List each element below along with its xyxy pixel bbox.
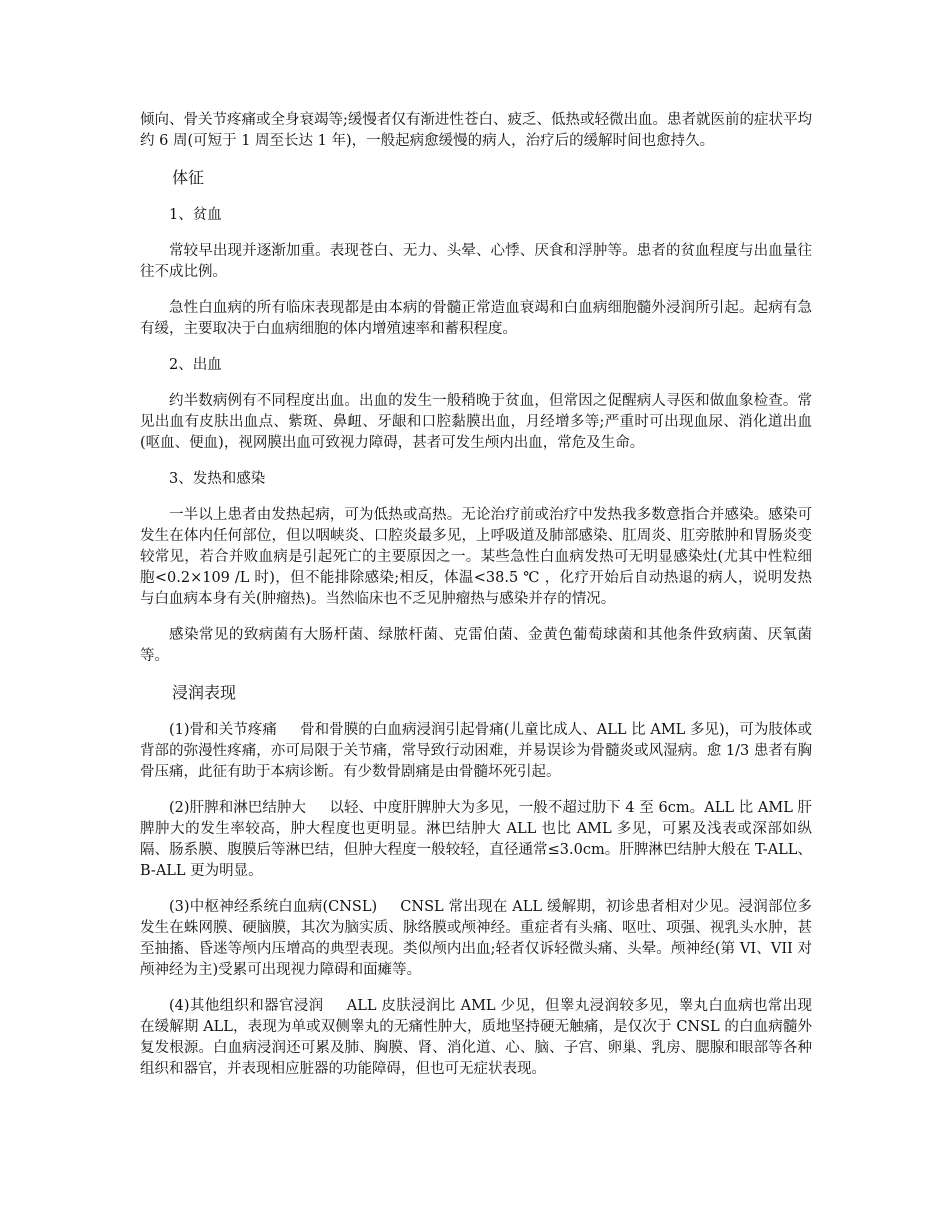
subheading-anemia: 1、贫血 [169, 207, 222, 223]
section-heading-infiltration: 浸润表现 [172, 683, 237, 702]
section-heading-signs: 体征 [172, 168, 205, 187]
infiltration-item-lead: (4)其他组织和器官浸润 [169, 998, 324, 1014]
infiltration-item-lead: (1)骨和关节疼痛 [169, 722, 277, 738]
anemia-paragraph-1: 常较早出现并逐渐加重。表现苍白、无力、头晕、心悸、厌食和浮肿等。患者的贫血程度与出血量往往不成比例。 [140, 243, 812, 280]
intro-paragraph: 倾向、骨关节疼痛或全身衰竭等;缓慢者仅有渐进性苍白、疲乏、低热或轻微出血。患者就医前的症状平均约 6 周(可短于 1 周至长达 1 年)，一般起病愈缓慢的病人，治疗后的缓解时间也愈持久。 [140, 112, 812, 149]
fever-paragraph-2: 感染常见的致病菌有大肠杆菌、绿脓杆菌、克雷伯菌、金黄色葡萄球菌和其他条件致病菌、厌氧菌等。 [140, 627, 812, 664]
bleeding-paragraph: 约半数病例有不同程度出血。出血的发生一般稍晚于贫血，但常因之促醒病人寻医和做血象检查。常见出血有皮肤出血点、紫斑、鼻衄、牙龈和口腔黏膜出血，月经增多等;严重时可出现血尿、消化道出血(呕血、便血)，视网膜出血可致视力障碍，甚者可发生颅内出血，常危及生命。 [140, 393, 812, 451]
infiltration-item-text: CNSL 常出现在 ALL 缓解期，初诊患者相对少见。浸润部位多发生在蛛网膜、硬脑膜，其次为脑实质、脉络膜或颅神经。重症者有头痛、呕吐、项强、视乳头水肿，甚至抽搐、昏迷等颅内压增高的典型表现。类似颅内出血;轻者仅诉轻微头痛、头晕。颅神经(第 VI、VII 对颅神经为主)受累可出现视力障碍和面瘫等。 [140, 899, 812, 978]
subheading-fever-infection: 3、发热和感染 [169, 471, 266, 487]
subheading-bleeding: 2、出血 [169, 357, 222, 373]
infiltration-item-cnsl [140, 897, 812, 981]
anemia-paragraph-2: 急性白血病的所有临床表现都是由本病的骨髓正常造血衰竭和白血病细胞髓外浸润所引起。起病有急有缓，主要取决于白血病细胞的体内增殖速率和蓄积程度。 [140, 300, 812, 337]
infiltration-item-liver-spleen-lymph [140, 798, 812, 882]
fever-paragraph-1: 一半以上患者由发热起病，可为低热或高热。无论治疗前或治疗中发热我多数意指合并感染。感染可发生在体内任何部位，但以咽峡炎、口腔炎最多见，上呼吸道及肺部感染、肛周炎、肛旁脓肿和胃肠炎变较常见，若合并败血病是引起死亡的主要原因之一。某些急性白血病发热可无明显感染灶(尤其中性粒细胞<0.2×109 /L 时)，但不能排除感染;相反，体温<38.5 ℃ ，化疗开始后自动热退的病人，说明发热与白血病本身有关(肿瘤热)。当然临床也不乏见肿瘤热与感染并存的情况。 [140, 507, 812, 607]
infiltration-item-text: 骨和骨膜的白血病浸润引起骨痛(儿童比成人、ALL 比 AML 多见)，可为肢体或背部的弥漫性疼痛，亦可局限于关节痛，常导致行动困难，并易误诊为骨髓炎或风湿病。愈 1/3 患者有胸骨压痛，此征有助于本病诊断。有少数骨剧痛是由骨髓坏死引起。 [140, 722, 812, 780]
infiltration-item-text: ALL 皮肤浸润比 AML 少见，但睾丸浸润较多见，睾丸白血病也常出现在缓解期 ALL，表现为单或双侧睾丸的无痛性肿大，质地坚持硬无触痛，是仅次于 CNSL 的白血病髓外复发根源。白血病浸润还可累及肺、胸膜、肾、消化道、心、脑、子宫、卵巢、乳房、腮腺和眼部等各种组织和器官，并表现相应脏器的功能障碍，但也可无症状表现。 [140, 998, 812, 1077]
infiltration-item-bone-joint [140, 720, 812, 783]
infiltration-item-lead: (3)中枢神经系统白血病(CNSL) [169, 899, 378, 915]
infiltration-item-text: 以轻、中度肝脾肿大为多见，一般不超过肋下 4 至 6cm。ALL 比 AML 肝脾肿大的发生率较高，肿大程度也更明显。淋巴结肿大 ALL 也比 AML 多见，可累及浅表或深部如纵隔、肠系膜、腹膜后等淋巴结，但肿大程度一般较轻，直径通常≤3.0cm。肝脾淋巴结肿大般在 T-ALL、B-ALL 更为明显。 [140, 800, 813, 879]
infiltration-item-other-organs [140, 996, 812, 1080]
infiltration-item-lead: (2)肝脾和淋巴结肿大 [169, 800, 307, 816]
document-page [140, 110, 812, 1095]
